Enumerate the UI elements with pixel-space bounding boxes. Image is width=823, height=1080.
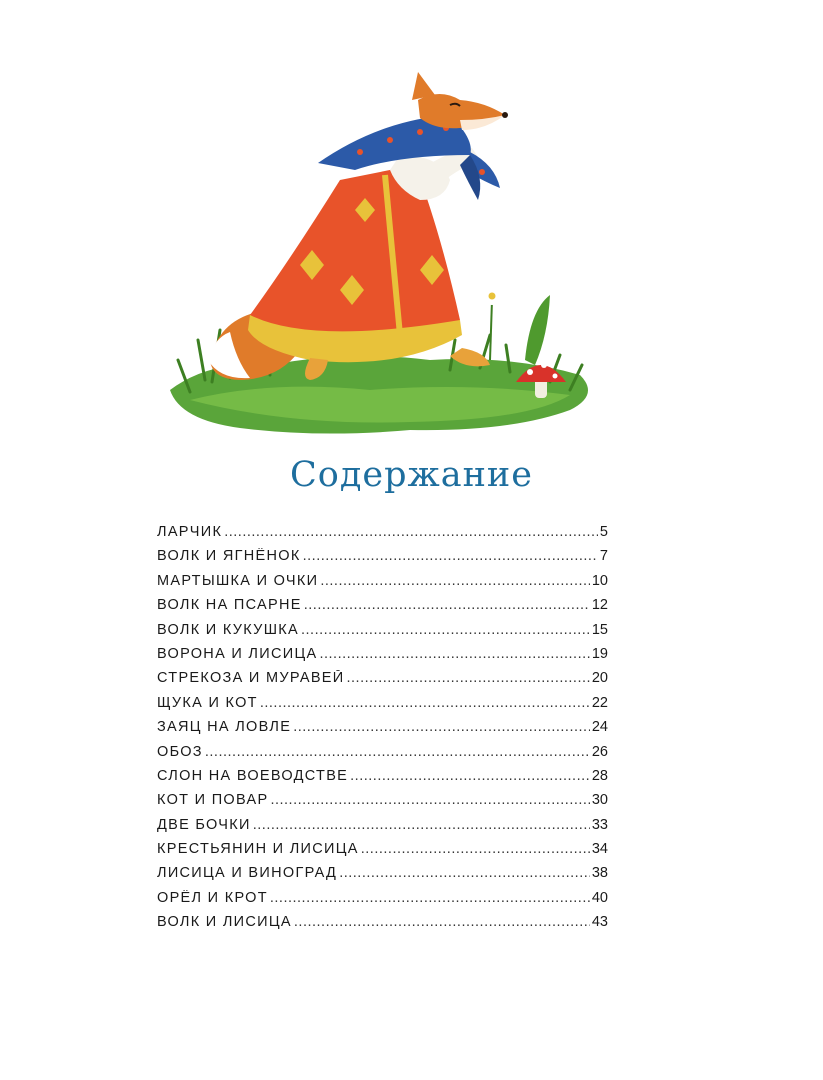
fox-illustration	[150, 60, 610, 445]
toc-entry-title: СЛОН НА ВОЕВОДСТВЕ	[157, 767, 349, 784]
toc-entry	[157, 622, 608, 646]
toc-entry	[157, 817, 608, 841]
toc-entry-title: ДВЕ БОЧКИ	[157, 816, 251, 833]
toc-entry-page-number: 33	[591, 816, 608, 833]
toc-entry-page-number: 22	[591, 694, 608, 711]
toc-entry	[157, 695, 608, 719]
fox-head	[412, 72, 508, 130]
toc-dot-leader	[339, 865, 590, 881]
toc-entry	[157, 573, 608, 597]
toc-entry-page-number: 24	[591, 719, 608, 736]
toc-dot-leader	[350, 768, 590, 784]
toc-entry-page-number: 38	[591, 865, 608, 882]
toc-entry-page-number: 5	[599, 524, 608, 540]
toc-entry	[157, 548, 608, 572]
toc-entry-page-number: 26	[591, 743, 608, 760]
toc-entry	[157, 670, 608, 694]
toc-entry-page-number: 43	[591, 914, 608, 931]
toc-dot-leader	[205, 744, 590, 760]
toc-dot-leader	[270, 890, 590, 906]
toc-entry	[157, 744, 608, 768]
toc-entry-page-number: 12	[591, 597, 608, 614]
toc-entry-title: ЩУКА И КОТ	[157, 694, 258, 711]
page-title: Содержание	[290, 455, 533, 495]
toc-entry-title: ВОЛК НА ПСАРНЕ	[157, 597, 302, 614]
toc-entry	[157, 597, 608, 621]
toc-dot-leader	[320, 573, 590, 589]
toc-entry-page-number: 15	[591, 621, 608, 638]
toc-entry-title: ЛИСИЦА И ВИНОГРАД	[157, 865, 338, 882]
toc-entry-title: ВОРОНА И ЛИСИЦА	[157, 645, 318, 662]
toc-entry-page-number: 40	[591, 889, 608, 906]
toc-dot-leader	[347, 670, 590, 686]
toc-entry	[157, 841, 608, 865]
toc-entry-page-number: 28	[591, 767, 608, 784]
toc-dot-leader	[303, 548, 598, 564]
toc-entry-page-number: 7	[599, 548, 608, 565]
toc-entry	[157, 719, 608, 743]
toc-dot-leader	[224, 524, 598, 540]
toc-dot-leader	[301, 622, 590, 638]
toc-entry-page-number: 30	[591, 792, 608, 809]
toc-dot-leader	[294, 914, 590, 930]
toc-entry-title: ВОЛК И КУКУШКА	[157, 621, 299, 638]
toc-entry-title: ОРЁЛ И КРОТ	[157, 889, 268, 906]
toc-entry	[157, 914, 608, 938]
toc-entry	[157, 865, 608, 889]
toc-entry-title: КРЕСТЬЯНИН И ЛИСИЦА	[157, 841, 359, 858]
toc-dot-leader	[319, 646, 589, 662]
toc-entry-page-number: 20	[591, 670, 608, 687]
toc-entry-title: ВОЛК И ЯГНЁНОК	[157, 548, 301, 565]
toc-entry	[157, 646, 608, 670]
toc-entry-title: ЛАРЧИК	[157, 524, 223, 540]
toc-entry-title: МАРТЫШКА И ОЧКИ	[157, 572, 319, 589]
toc-entry-title: КОТ И ПОВАР	[157, 792, 269, 809]
toc-entry-title: ОБОЗ	[157, 743, 203, 760]
toc-entry	[157, 890, 608, 914]
toc-entry	[157, 768, 608, 792]
toc-dot-leader	[260, 695, 590, 711]
toc-entry-title: СТРЕКОЗА И МУРАВЕЙ	[157, 670, 345, 687]
toc-entry	[157, 524, 608, 548]
toc-entry-page-number: 19	[591, 645, 608, 662]
toc-dot-leader	[361, 841, 590, 857]
toc-entry-page-number: 34	[591, 841, 608, 858]
toc-entry-title: ВОЛК И ЛИСИЦА	[157, 914, 292, 931]
toc-dot-leader	[293, 719, 590, 735]
toc-entry	[157, 792, 608, 816]
table-of-contents	[157, 524, 608, 939]
toc-entry-page-number: 10	[591, 572, 608, 589]
toc-dot-leader	[304, 597, 590, 613]
toc-entry-title: ЗАЯЦ НА ЛОВЛЕ	[157, 719, 292, 736]
toc-dot-leader	[253, 817, 590, 833]
toc-dot-leader	[270, 792, 589, 808]
